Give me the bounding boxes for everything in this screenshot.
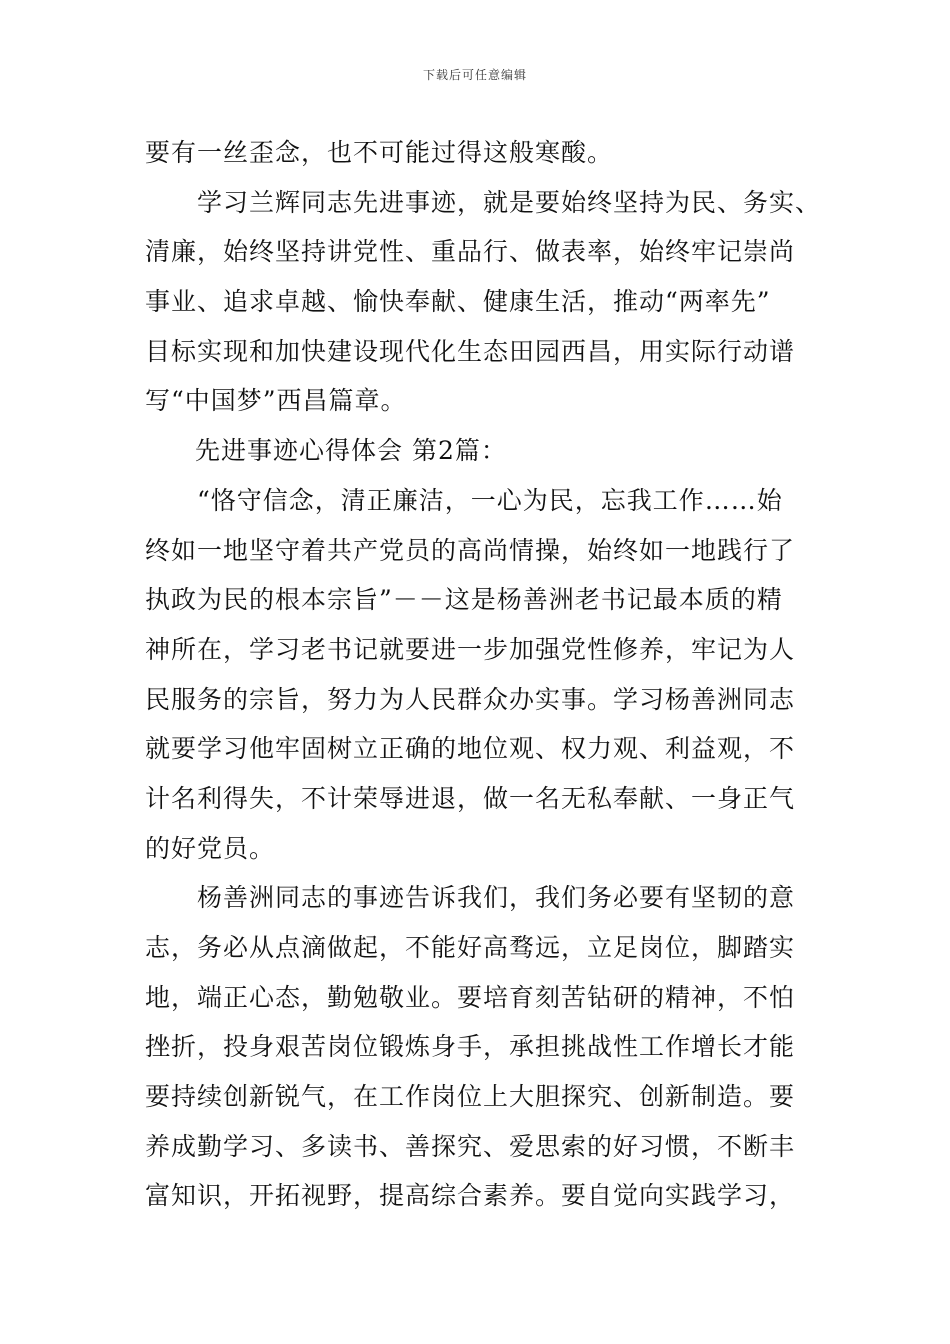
text-line: 志，务必从点滴做起，不能好高骛远，立足岗位，脚踏实 [145,933,796,962]
text-line: 计名利得失，不计荣辱进退，做一名无私奉献、一身正气 [145,783,796,813]
text-line: 挫折，投身艰苦岗位锻炼身手，承担挑战性工作增长才能 [145,1032,796,1062]
text-line: 要持续创新锐气，在工作岗位上大胆探究、创新制造。要 [145,1082,796,1112]
text-line: 富知识，开拓视野，提高综合素养。要自觉向实践学习， [145,1181,796,1211]
text-line: 杨善洲同志的事迹告诉我们，我们务必要有坚韧的意 [197,883,796,913]
text-line: 清廉，始终坚持讲党性、重品行、做表率，始终牢记崇尚 [145,237,796,267]
section-heading: 先进事迹心得体会 第2篇： [195,436,507,466]
text-line: 就要学习他牢固树立正确的地位观、权力观、利益观，不 [145,734,796,764]
text-line: “恪守信念，清正廉洁，一心为民，忘我工作……始 [197,485,783,515]
text-line: 目标实现和加快建设现代化生态田园西昌，用实际行动谱 [145,336,796,366]
text-line: 学习兰辉同志先进事迹，就是要始终坚持为民、务实、 [197,187,822,217]
text-line: 终如一地坚守着共产党员的高尚情操，始终如一地践行了 [145,535,796,565]
text-line: 地，端正心态，勤勉敬业。要培育刻苦钻研的精神，不怕 [145,982,796,1012]
page-header: 下载后可任意编辑 [422,68,527,82]
text-line: 的好党员。 [145,833,276,863]
text-line: 神所在，学习老书记就要进一步加强党性修养，牢记为人 [145,634,796,664]
text-line: 养成勤学习、多读书、善探究、爱思索的好习惯，不断丰 [145,1131,796,1161]
text-line: 执政为民的根本宗旨”－－这是杨善洲老书记最本质的精 [145,585,783,615]
text-line: 要有一丝歪念，也不可能过得这般寒酸。 [145,138,614,167]
document-body [145,128,835,1221]
text-line: 写“中国梦”西昌篇章。 [145,386,407,416]
text-line: 事业、追求卓越、愉快奉献、健康生活，推动“两率先” [145,287,771,317]
text-line: 民服务的宗旨，努力为人民群众办实事。学习杨善洲同志 [145,684,796,714]
